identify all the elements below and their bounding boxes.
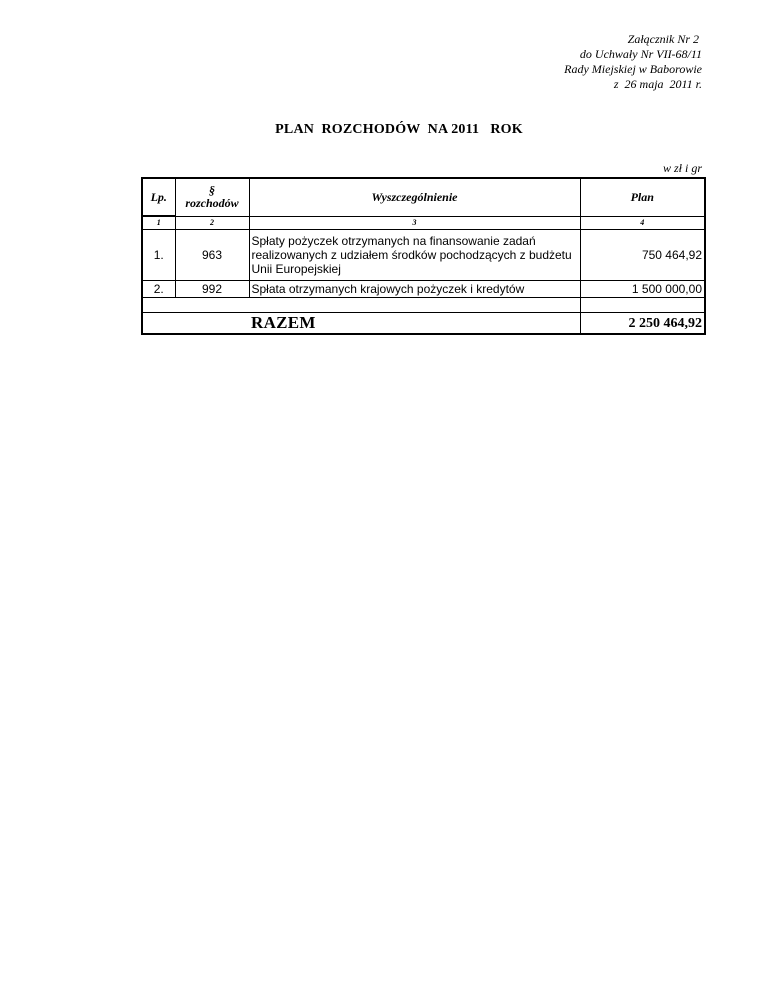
table-row bbox=[142, 281, 705, 298]
row-lp: 1. bbox=[142, 230, 175, 281]
header-plan: Plan bbox=[580, 178, 705, 216]
document-title: PLAN ROZCHODÓW NA 2011 ROK bbox=[275, 122, 523, 137]
annex-header bbox=[564, 32, 702, 92]
row-paragraph: 992 bbox=[175, 281, 249, 298]
total-row bbox=[142, 313, 705, 335]
total-label: RAZEM bbox=[251, 313, 316, 332]
currency-unit: w zł i gr bbox=[662, 161, 702, 175]
annex-date: z 26 maja 2011 r. bbox=[613, 77, 702, 91]
expenditure-plan-table bbox=[141, 177, 706, 335]
row-plan: 750 464,92 bbox=[580, 230, 705, 281]
spacer-cell bbox=[142, 298, 580, 313]
annex-council: Rady Miejskiej w Baborowie bbox=[564, 62, 702, 76]
annex-number: Załącznik Nr 2 bbox=[627, 32, 702, 46]
table-header-row bbox=[142, 178, 705, 216]
total-value-cell bbox=[580, 313, 705, 335]
spacer-cell bbox=[580, 298, 705, 313]
total-value: 2 250 464,92 bbox=[628, 316, 702, 331]
column-number: 1 bbox=[142, 216, 175, 230]
column-number: 3 bbox=[249, 216, 580, 230]
header-description: Wyszczególnienie bbox=[249, 178, 580, 216]
row-plan: 1 500 000,00 bbox=[580, 281, 705, 298]
row-description: Spłaty pożyczek otrzymanych na finansowanie zadań realizowanych z udziałem środków pochodzących z budżetu Unii Europejskiej bbox=[249, 230, 580, 281]
spacer-row bbox=[142, 298, 705, 313]
paragraph-symbol: § bbox=[209, 183, 215, 198]
annex-resolution: do Uchwały Nr VII-68/11 bbox=[579, 47, 702, 61]
total-label-cell bbox=[142, 313, 580, 335]
row-lp: 2. bbox=[142, 281, 175, 298]
header-paragraph bbox=[175, 178, 249, 216]
column-number-row bbox=[142, 216, 705, 230]
header-lp: Lp. bbox=[142, 178, 175, 216]
column-number: 2 bbox=[175, 216, 249, 230]
row-paragraph: 963 bbox=[175, 230, 249, 281]
row-description: Spłata otrzymanych krajowych pożyczek i kredytów bbox=[249, 281, 580, 298]
column-number: 4 bbox=[580, 216, 705, 230]
table-row bbox=[142, 230, 705, 281]
paragraph-label: rozchodów bbox=[185, 196, 239, 211]
